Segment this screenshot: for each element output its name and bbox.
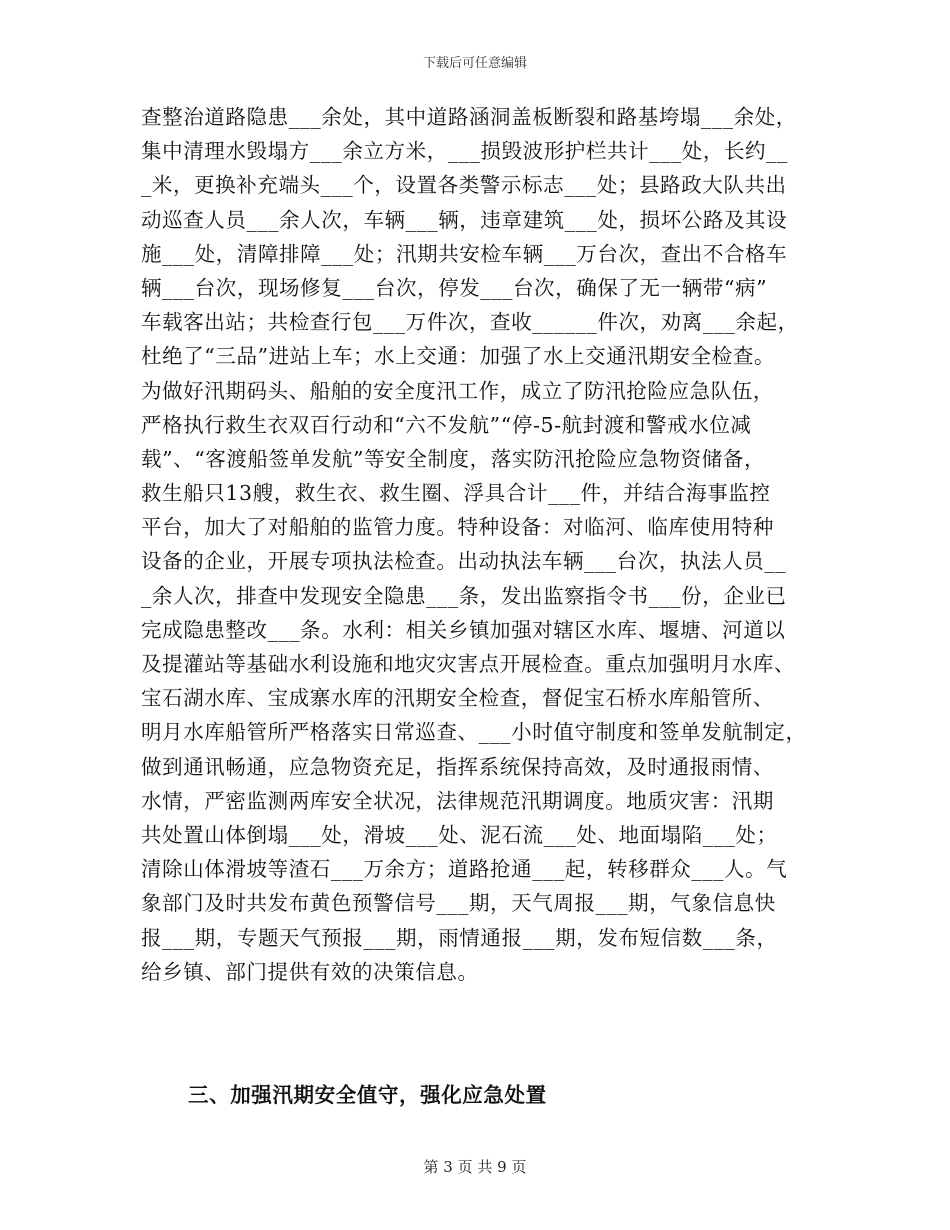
text-line: 载”、“客渡船签单发航”等安全制度，落实防汛抢险应急物资储备， — [141, 446, 766, 471]
page-number: 第 3 页 共 9 页 — [423, 1158, 527, 1176]
text-line: 及提灌站等基础水利设施和地灾灾害点开展检查。重点加强明月水库、 — [141, 652, 796, 676]
text-line: 平台，加大了对船舶的监管力度。特种设备：对临河、临库使用特种 — [141, 515, 774, 540]
text-line: 为做好汛期码头、船舶的安全度汛工作，成立了防汛抢险应急队伍， — [141, 378, 774, 403]
text-line: 辆___台次，现场修复___台次，停发___台次，确保了无一辆带“病” — [141, 275, 768, 300]
text-line: 动巡查人员___余人次，车辆___辆，违章建筑___处，损坏公路及其设 — [141, 207, 788, 232]
text-line: 车载客出站；共检查行包___万件次，查收______件次，劝离___余起， — [141, 310, 799, 335]
text-line: 共处置山体倒塌___处，滑坡___处、泥石流___处、地面塌陷___处； — [141, 822, 778, 847]
text-line: 设备的企业，开展专项执法检查。出动执法车辆___台次，执法人员__ — [141, 549, 787, 574]
text-line: 集中清理水毁塌方___余立方米，___损毁波形护栏共计___处，长约__ — [141, 139, 788, 164]
text-line: 宝石湖水库、宝成寨水库的汛期安全检查，督促宝石桥水库船管所、 — [141, 686, 774, 711]
text-line: 施___处，清障排障___处；汛期共安检车辆___万台次，查出不合格车 — [141, 241, 788, 266]
text-line: 给乡镇、部门提供有效的决策信息。 — [141, 959, 479, 984]
text-line: 杜绝了“三品”进站上车；水上交通：加强了水上交通汛期安全检查。 — [141, 344, 776, 369]
text-line: 水情，严密监测两库安全状况，法律规范汛期调度。地质灾害：汛期 — [141, 788, 774, 813]
text-line: _余人次，排查中发现安全隐患___条，发出监察指令书___份，企业已 — [141, 583, 787, 608]
text-line: _米，更换补充端头___个，设置各类警示标志___处；县路政大队共出 — [141, 173, 787, 198]
text-line: 完成隐患整改___条。水利：相关乡镇加强对辖区水库、堰塘、河道以 — [141, 617, 786, 642]
text-line: 明月水库船管所严格落实日常巡查、___小时值守制度和签单发航制定， — [141, 720, 807, 745]
body-text — [141, 100, 821, 989]
text-line: 清除山体滑坡等渣石___万余方；道路抢通___起，转移群众___人。气 — [141, 857, 788, 882]
text-line: 象部门及时共发布黄色预警信号___期，天气周报___期，气象信息快 — [141, 891, 776, 916]
text-line: 报___期，专题天气预报___期，雨情通报___期，发布短信数___条， — [141, 925, 778, 950]
text-line: 严格执行救生衣双百行动和“六不发航”“停-5-航封渡和警戒水位减 — [141, 412, 752, 437]
text-line: 查整治道路隐患___余处，其中道路涵洞盖板断裂和路基垮塌___余处， — [141, 105, 797, 129]
text-line: 救生船只13艘，救生衣、救生圈、浮具合计___件，并结合海事监控 — [141, 481, 771, 506]
page-header-note: 下载后可任意编辑 — [422, 56, 527, 71]
section-heading: 三、加强汛期安全值守，强化应急处置 — [188, 1083, 547, 1107]
text-line: 做到通讯畅通，应急物资充足，指挥系统保持高效，及时通报雨情、 — [141, 754, 774, 779]
